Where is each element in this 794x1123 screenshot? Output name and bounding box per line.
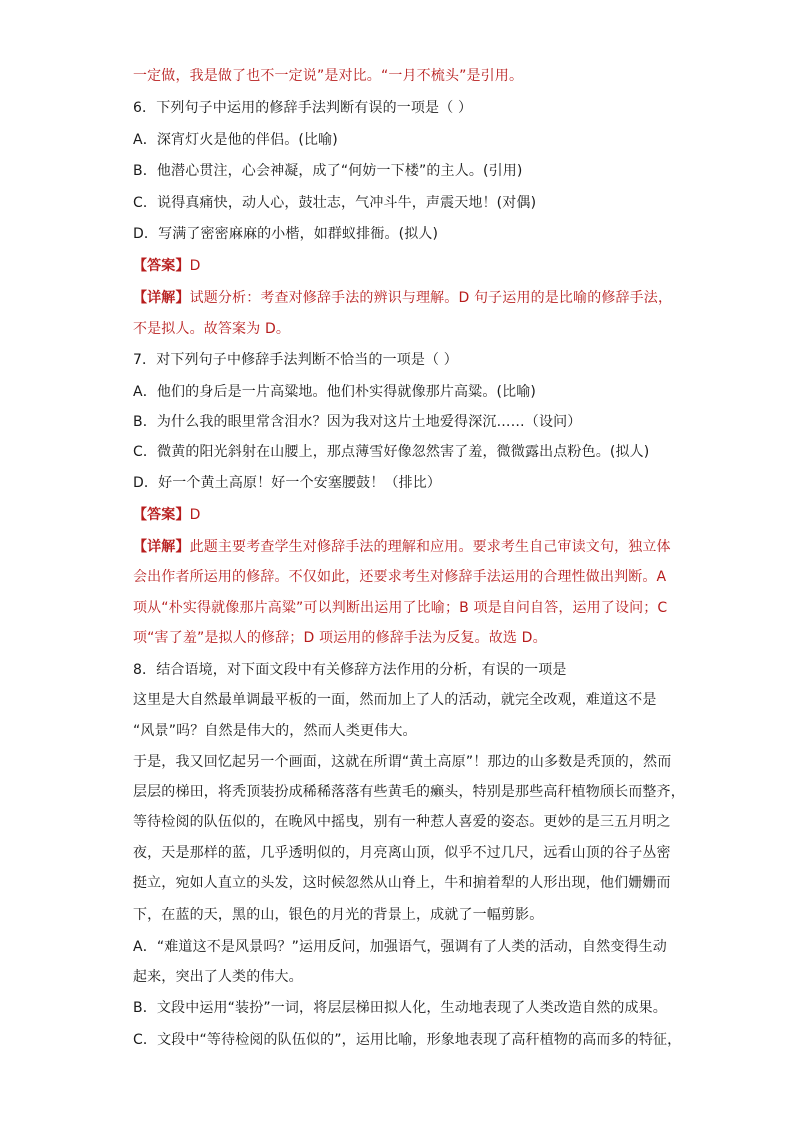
- text-line: [133, 442, 649, 462]
- text-line: [133, 967, 303, 987]
- section-tag: 【详解】: [133, 290, 190, 306]
- text-line: [133, 905, 543, 925]
- section-tag: 【答案】: [133, 507, 190, 523]
- text-line: [133, 660, 567, 680]
- section-tag: 【详解】: [133, 539, 190, 555]
- line-text: 会出作者所运用的修辞。不仅如此，还要求考生对修辞手法运用的合理性做出判断。A: [133, 569, 667, 585]
- text-line: [133, 628, 547, 648]
- text-line: [133, 598, 667, 618]
- text-line: [133, 98, 472, 118]
- text-line: [133, 782, 685, 802]
- text-line: [133, 319, 290, 339]
- line-text: 于是，我又回忆起另一个画面，这就在所谓“黄土高原”！那边的山多数是秃顶的，然而: [133, 754, 672, 770]
- line-text: B．他潜心贯注，心会神凝，成了“何妨一下楼”的主人。(引用): [133, 163, 523, 179]
- line-text: C．说得真痛快，动人心，鼓壮志，气冲斗牛，声震天地！(对偶): [133, 195, 537, 211]
- line-text: “风景”吗？自然是伟大的，然而人类更伟大。: [133, 723, 417, 739]
- text-line: [133, 937, 667, 957]
- line-text: 项“害了羞”是拟人的修辞；D 项运用的修辞手法为反复。故选 D。: [133, 630, 547, 646]
- line-text: C．微黄的阳光斜射在山腰上，那点薄雪好像忽然害了羞，微微露出点粉色。(拟人): [133, 444, 650, 460]
- text-line: [133, 350, 458, 370]
- line-text: C．文段中“等待检阅的队伍似的”，运用比喻，形象地表现了高秆植物的高而多的特征，: [133, 1032, 682, 1048]
- text-line: [133, 690, 657, 710]
- text-line: [133, 193, 536, 213]
- text-line: [133, 873, 671, 893]
- line-text: 起来，突出了人类的伟大。: [133, 969, 303, 985]
- line-text: B．文段中运用“装扮”一词，将层层梯田拟人化，生动地表现了人类改造自然的成果。: [133, 1000, 667, 1016]
- text-line: [133, 473, 441, 493]
- text-line: [133, 288, 672, 308]
- text-line: [133, 721, 417, 741]
- text-line: [133, 812, 671, 832]
- section-tag: 【答案】: [133, 258, 190, 274]
- text-line: [133, 567, 666, 587]
- line-text: 这里是大自然最单调最平板的一面，然而加上了人的活动，就完全改观，难道这不是: [133, 692, 657, 708]
- line-text: B．为什么我的眼里常含泪水？因为我对这片土地爱得深沉……（设问）: [133, 414, 582, 430]
- text-line: [133, 130, 338, 150]
- line-text: A．深宵灯火是他的伴侣。(比喻): [133, 132, 338, 148]
- line-text: 8．结合语境，对下面文段中有关修辞方法作用的分析，有误的一项是: [133, 662, 567, 678]
- line-text: 7．对下列句子中修辞手法判断不恰当的一项是（ ）: [133, 352, 458, 368]
- line-text: 下，在蓝的天，黑的山，银色的月光的背景上，成就了一幅剪影。: [133, 907, 544, 923]
- text-line: [133, 537, 671, 557]
- line-text: 挺立，宛如人直立的头发，这时候忽然从山脊上，牛和掮着犁的人形出现，他们姗姗而: [133, 875, 671, 891]
- line-text: 试题分析：考查对修辞手法的辨识与理解。D 句子运用的是比喻的修辞手法，: [189, 290, 673, 306]
- text-line: [133, 752, 671, 772]
- line-text: 夜，天是那样的蓝，几乎透明似的，月亮离山顶，似乎不过几尺，远看山顶的谷子丛密: [133, 845, 671, 861]
- text-line: [133, 505, 201, 525]
- text-line: [133, 1030, 681, 1050]
- text-line: [133, 256, 201, 276]
- text-line: [133, 843, 671, 863]
- text-line: [133, 224, 438, 244]
- line-text: A．“难道这不是风景吗？”运用反问，加强语气，强调有了人类的活动，自然变得生动: [133, 939, 667, 955]
- line-text: D．写满了密密麻麻的小楷，如群蚁排衙。(拟人): [133, 226, 439, 242]
- line-text: 不是拟人。故答案为 D。: [133, 321, 291, 337]
- line-text: D: [189, 258, 201, 274]
- text-line: [133, 161, 523, 181]
- line-text: D．好一个黄土高原！好一个安塞腰鼓！（排比）: [133, 475, 442, 491]
- line-text: 一定做，我是做了也不一定说”是对比。“一月不梳头”是引用。: [133, 68, 524, 84]
- line-text: 层层的梯田，将秃顶装扮成稀稀落落有些黄毛的癞头，特别是那些高秆植物颀长而整齐，: [133, 784, 685, 800]
- line-text: 项从“朴实得就像那片高粱”可以判断出运用了比喻；B 项是自问自答，运用了设问；C: [133, 600, 668, 616]
- text-line: [133, 998, 667, 1018]
- text-line: [133, 382, 536, 402]
- line-text: 等待检阅的队伍似的，在晚风中摇曳，别有一种惹人喜爱的姿态。更妙的是三五月明之: [133, 814, 671, 830]
- text-line: [133, 66, 523, 86]
- line-text: A．他们的身后是一片高粱地。他们朴实得就像那片高粱。(比喻): [133, 384, 536, 400]
- line-text: D: [189, 507, 201, 523]
- text-line: [133, 412, 581, 432]
- line-text: 此题主要考查学生对修辞手法的理解和应用。要求考生自己审读文句，独立体: [189, 539, 671, 555]
- line-text: 6．下列句子中运用的修辞手法判断有误的一项是（ ）: [133, 100, 473, 116]
